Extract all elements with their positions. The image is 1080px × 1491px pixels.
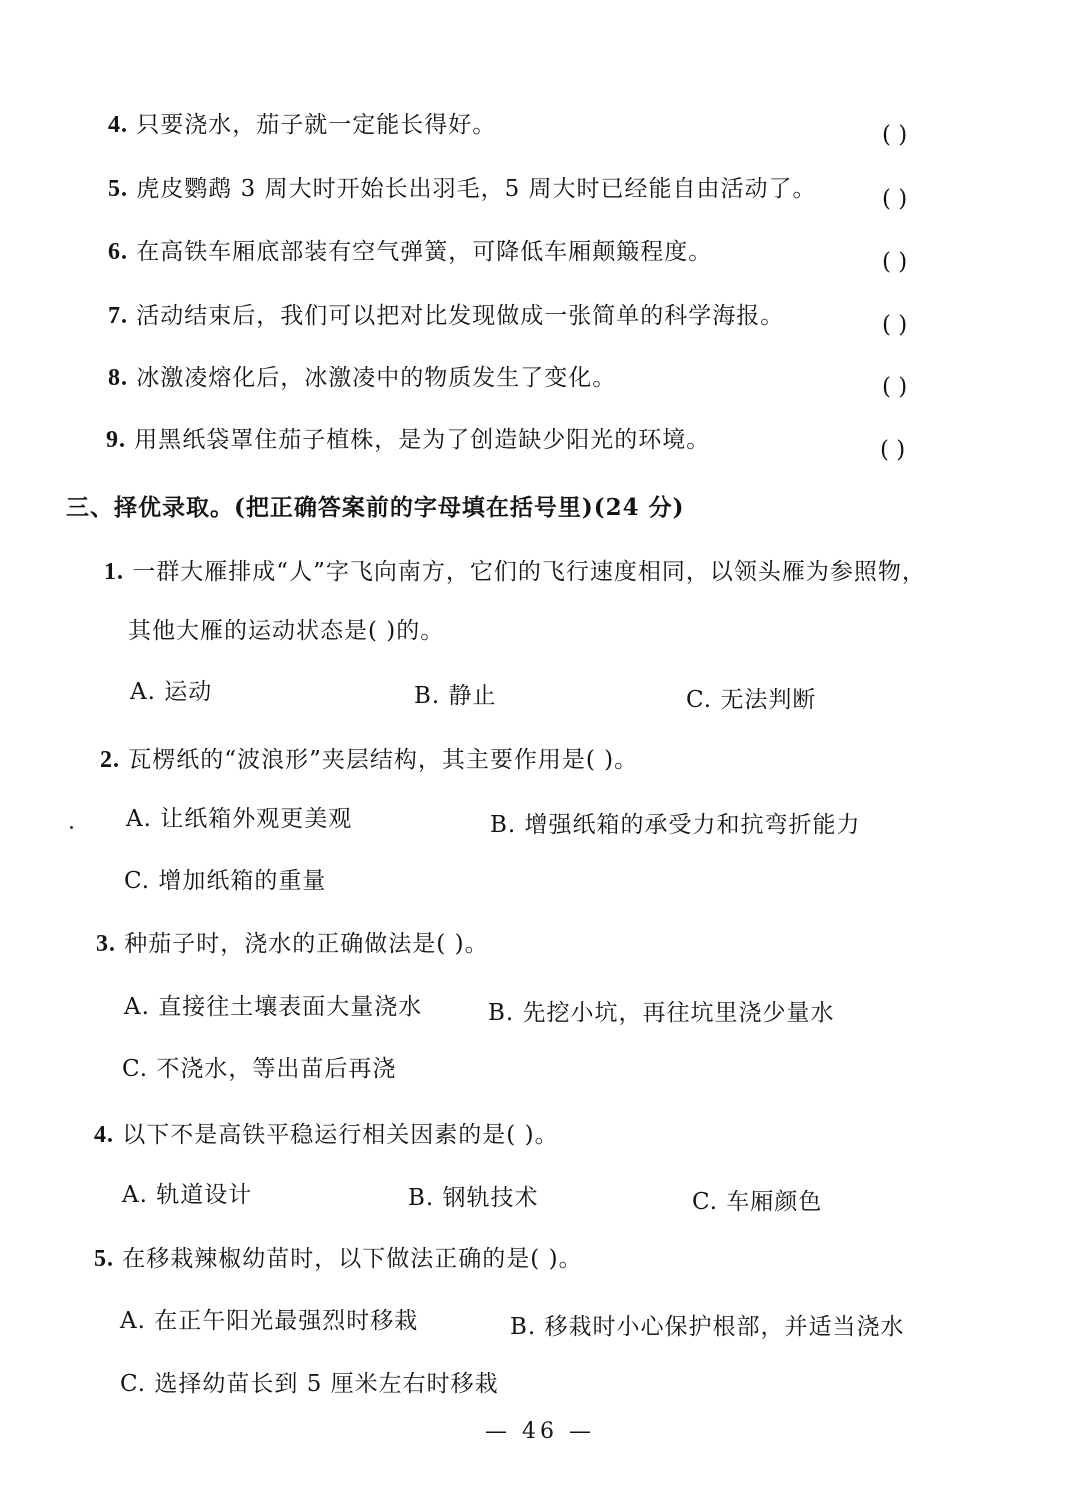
item-number: 8. [108,365,128,391]
item-number: 7. [108,303,128,329]
item-number: 5. [108,176,128,202]
section-heading: 三、择优录取。(把正确答案前的字母填在括号里)(24 分) [66,494,685,521]
option-c[interactable]: C. 车厢颜色 [692,1189,823,1215]
item-number: 6. [108,239,128,265]
page-number: — 46 — [485,1419,595,1444]
option-a[interactable]: A. 让纸箱外观更美观 [126,806,353,832]
item-text: 用黑纸袋罩住茄子植株，是为了创造缺少阳光的环境。 [126,427,711,453]
judgement-item-5 [108,174,817,204]
option-a[interactable]: A. 轨道设计 [122,1182,253,1208]
question-number: 3. [96,931,116,957]
option-b[interactable]: B. 静止 [414,683,497,709]
question-1 [104,557,926,587]
judgement-item-8 [108,363,616,393]
question-4 [94,1120,559,1150]
option-c[interactable]: C. 选择幼苗长到 5 厘米左右时移栽 [120,1371,499,1397]
question-1-line-2: 其他大雁的运动状态是( )的。 [128,618,445,644]
question-text: 种茄子时，浇水的正确做法是( )。 [116,931,489,957]
option-a[interactable]: A. 在正午阳光最强烈时移栽 [120,1308,419,1334]
option-b[interactable]: B. 先挖小坑，再往坑里浇少量水 [488,1000,835,1026]
option-a[interactable]: A. 运动 [130,679,213,705]
question-text: 瓦楞纸的“波浪形”夹层结构，其主要作用是( )。 [120,747,639,773]
option-a[interactable]: A. 直接往土壤表面大量浇水 [124,994,423,1020]
question-text: 以下不是高铁平稳运行相关因素的是( )。 [114,1122,559,1148]
option-b[interactable]: B. 钢轨技术 [408,1185,539,1211]
option-b[interactable]: B. 增强纸箱的承受力和抗弯折能力 [490,812,861,838]
item-text: 虎皮鹦鹉 3 周大时开始长出羽毛，5 周大时已经能自由活动了。 [128,176,817,202]
question-number: 4. [94,1122,114,1148]
judgement-item-4 [108,110,496,140]
option-c[interactable]: C. 增加纸箱的重量 [124,868,327,894]
item-text: 冰激凌熔化后，冰激凌中的物质发生了变化。 [128,365,617,391]
item-text: 活动结束后，我们可以把对比发现做成一张简单的科学海报。 [128,303,785,329]
option-b[interactable]: B. 移栽时小心保护根部，并适当浇水 [510,1314,905,1340]
question-5 [94,1244,583,1274]
question-number: 2. [100,747,120,773]
question-number: 5. [94,1246,114,1272]
item-text: 在高铁车厢底部装有空气弹簧，可降低车厢颠簸程度。 [128,239,713,265]
question-3 [96,929,489,959]
item-text: 只要浇水，茄子就一定能长得好。 [128,112,497,138]
item-number: 4. [108,112,128,138]
item-number: 9. [106,427,126,453]
answer-bracket[interactable]: ( ) [882,186,908,212]
answer-bracket[interactable]: ( ) [880,437,906,463]
answer-bracket[interactable]: ( ) [882,249,908,275]
question-text: 一群大雁排成“人”字飞向南方，它们的飞行速度相同，以领头雁为参照物， [124,559,926,585]
scan-speck [70,826,73,829]
question-2 [100,745,638,775]
judgement-item-7 [108,301,784,331]
answer-bracket[interactable]: ( ) [882,312,908,338]
question-number: 1. [104,559,124,585]
option-c[interactable]: C. 无法判断 [686,687,817,713]
option-c[interactable]: C. 不浇水，等出苗后再浇 [122,1056,397,1082]
answer-bracket[interactable]: ( ) [882,374,908,400]
answer-bracket[interactable]: ( ) [882,122,908,148]
question-text: 在移栽辣椒幼苗时，以下做法正确的是( )。 [114,1246,583,1272]
judgement-item-6 [108,237,712,267]
judgement-item-9 [106,425,710,455]
